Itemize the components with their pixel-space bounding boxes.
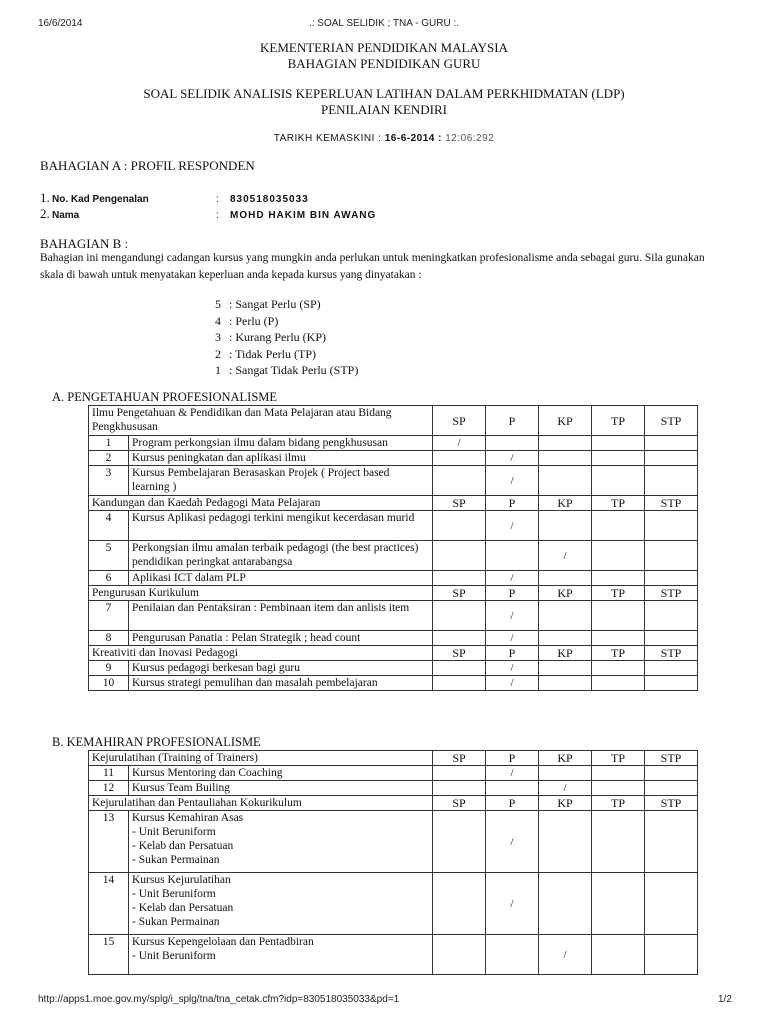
rating-cell-sp bbox=[433, 873, 486, 935]
rating-cell-tp bbox=[592, 631, 645, 646]
rating-cell-kp bbox=[539, 811, 592, 873]
item-sub: - Unit Beruniform bbox=[132, 826, 216, 838]
rating-cell-stp bbox=[645, 676, 698, 691]
group-name: Kejurulatihan (Training of Trainers) bbox=[89, 751, 433, 766]
rating-cell-stp bbox=[645, 511, 698, 541]
table-row bbox=[89, 571, 698, 586]
rating-cell-stp bbox=[645, 601, 698, 631]
print-page-number: 1/2 bbox=[718, 994, 732, 1005]
rating-cell-sp bbox=[433, 571, 486, 586]
item-number: 2 bbox=[89, 451, 129, 466]
rating-cell-stp bbox=[645, 766, 698, 781]
table-row bbox=[89, 601, 698, 631]
item-title: Program perkongsian ilmu dalam bidang pengkhususan bbox=[132, 437, 388, 449]
group-name: Ilmu Pengetahuan & Pendidikan dan Mata Pelajaran atau Bidang Pengkhususan bbox=[89, 406, 433, 436]
rating-cell-sp bbox=[433, 541, 486, 571]
table-row bbox=[89, 935, 698, 975]
column-header-stp: STP bbox=[645, 406, 698, 436]
rating-cell-tp bbox=[592, 601, 645, 631]
rating-cell-tp bbox=[592, 571, 645, 586]
rating-cell-p bbox=[486, 571, 539, 586]
item-text bbox=[129, 541, 433, 571]
column-header-kp: KP bbox=[539, 496, 592, 511]
item-number: 1 bbox=[89, 436, 129, 451]
group-header-row bbox=[89, 751, 698, 766]
column-header-kp: KP bbox=[539, 646, 592, 661]
rating-cell-p bbox=[486, 466, 539, 496]
scale-item bbox=[215, 313, 358, 330]
scale-label: : Tidak Perlu (TP) bbox=[229, 346, 317, 361]
column-header-kp: KP bbox=[539, 586, 592, 601]
rating-cell-kp bbox=[539, 451, 592, 466]
scale-label: : Sangat Tidak Perlu (STP) bbox=[229, 363, 359, 377]
table-row bbox=[89, 466, 698, 496]
scale-number: 3 bbox=[215, 330, 221, 344]
column-header-tp: TP bbox=[592, 406, 645, 436]
rating-cell-sp bbox=[433, 676, 486, 691]
item-text bbox=[129, 511, 433, 541]
scale-number: 5 bbox=[215, 297, 221, 311]
item-sub: - Sukan Permainan bbox=[132, 916, 220, 928]
scale-number: 1 bbox=[215, 363, 221, 377]
item-number: 11 bbox=[89, 766, 129, 781]
rating-mark: / bbox=[563, 782, 567, 794]
rating-cell-stp bbox=[645, 541, 698, 571]
scale-label: : Kurang Perlu (KP) bbox=[229, 330, 326, 344]
item-title: Kursus pedagogi berkesan bagi guru bbox=[132, 662, 300, 674]
column-header-stp: STP bbox=[645, 751, 698, 766]
column-header-sp: SP bbox=[433, 796, 486, 811]
item-title: Kursus Kemahiran Asas bbox=[132, 812, 244, 824]
section-b-title: BAHAGIAN B : bbox=[40, 236, 129, 251]
item-text bbox=[129, 873, 433, 935]
update-line bbox=[0, 133, 768, 144]
item-title: Kursus strategi pemulihan dan masalah pembelajaran bbox=[132, 677, 378, 689]
item-number: 4 bbox=[89, 511, 129, 541]
column-header-sp: SP bbox=[433, 586, 486, 601]
rating-cell-stp bbox=[645, 935, 698, 975]
profile-name bbox=[40, 206, 376, 222]
rating-cell-p bbox=[486, 766, 539, 781]
group-header-row bbox=[89, 406, 698, 436]
column-header-sp: SP bbox=[433, 646, 486, 661]
section-a-title: BAHAGIAN A : PROFIL RESPONDEN bbox=[40, 158, 255, 173]
scale-item bbox=[215, 296, 358, 313]
part-b-table bbox=[88, 750, 698, 975]
rating-cell-p bbox=[486, 451, 539, 466]
rating-cell-sp bbox=[433, 451, 486, 466]
item-text bbox=[129, 811, 433, 873]
item-number: 15 bbox=[89, 935, 129, 975]
rating-mark: / bbox=[510, 767, 514, 779]
rating-cell-sp bbox=[433, 781, 486, 796]
rating-cell-p bbox=[486, 811, 539, 873]
group-name: Kejurulatihan dan Pentauliahan Kokurikulum bbox=[89, 796, 433, 811]
profile-name-label: Nama bbox=[52, 210, 80, 221]
table-row bbox=[89, 676, 698, 691]
rating-cell-kp bbox=[539, 781, 592, 796]
rating-cell-p bbox=[486, 873, 539, 935]
item-text bbox=[129, 436, 433, 451]
item-number: 3 bbox=[89, 466, 129, 496]
scale-item bbox=[215, 362, 358, 379]
rating-mark: / bbox=[510, 677, 514, 689]
rating-cell-p bbox=[486, 631, 539, 646]
rating-cell-stp bbox=[645, 781, 698, 796]
rating-mark: / bbox=[510, 519, 514, 532]
print-page-title: .: SOAL SELIDIK ; TNA - GURU :. bbox=[308, 18, 460, 29]
rating-cell-kp bbox=[539, 935, 592, 975]
group-name: Kandungan dan Kaedah Pedagogi Mata Pelajaran bbox=[89, 496, 433, 511]
item-text bbox=[129, 935, 433, 975]
rating-cell-tp bbox=[592, 661, 645, 676]
item-title: Kursus Team Builing bbox=[132, 782, 231, 794]
rating-cell-sp bbox=[433, 631, 486, 646]
rating-cell-kp bbox=[539, 511, 592, 541]
rating-mark: / bbox=[510, 474, 514, 487]
rating-cell-p bbox=[486, 661, 539, 676]
rating-mark: / bbox=[510, 632, 514, 644]
rating-cell-tp bbox=[592, 541, 645, 571]
item-title: Kursus Pembelajaran Berasaskan Projek ( Project based learning ) bbox=[132, 467, 390, 493]
table-row bbox=[89, 436, 698, 451]
rating-cell-stp bbox=[645, 661, 698, 676]
item-sub: - Sukan Permainan bbox=[132, 854, 220, 866]
item-title: Kursus peningkatan dan aplikasi ilmu bbox=[132, 452, 306, 464]
rating-cell-p bbox=[486, 935, 539, 975]
column-header-tp: TP bbox=[592, 751, 645, 766]
column-header-kp: KP bbox=[539, 796, 592, 811]
section-b-intro: Bahagian ini mengandungi cadangan kursus yang mungkin anda perlukan untuk meningkatkan profesionalisme anda sebagai guru. Sila gunakan skala di bawah untuk menyatakan keperluan anda kepada kursus yang dinyatakan : bbox=[40, 252, 705, 281]
item-sub: - Unit Beruniform bbox=[132, 950, 216, 962]
profile-name-num: 2. bbox=[40, 206, 50, 221]
item-sub: - Kelab dan Persatuan bbox=[132, 902, 234, 914]
item-text bbox=[129, 571, 433, 586]
scale-number: 4 bbox=[215, 313, 221, 328]
column-header-sp: SP bbox=[433, 496, 486, 511]
part-a-table bbox=[88, 405, 698, 691]
rating-cell-stp bbox=[645, 436, 698, 451]
rating-cell-sp bbox=[433, 511, 486, 541]
rating-cell-p bbox=[486, 541, 539, 571]
item-sub: - Unit Beruniform bbox=[132, 888, 216, 900]
rating-cell-stp bbox=[645, 571, 698, 586]
item-title: Kursus Aplikasi pedagogi terkini mengikut kecerdasan murid bbox=[132, 512, 415, 524]
group-header-row bbox=[89, 496, 698, 511]
rating-cell-tp bbox=[592, 511, 645, 541]
rating-cell-p bbox=[486, 511, 539, 541]
scale-label: : Sangat Perlu (SP) bbox=[229, 297, 321, 311]
item-title: Kursus Mentoring dan Coaching bbox=[132, 767, 283, 779]
rating-cell-p bbox=[486, 601, 539, 631]
rating-cell-stp bbox=[645, 631, 698, 646]
print-url: http://apps1.moe.gov.my/splg/i_splg/tna/tna_cetak.cfm?idp=830518035033&pd=1 bbox=[38, 994, 400, 1005]
rating-cell-sp bbox=[433, 811, 486, 873]
rating-cell-tp bbox=[592, 436, 645, 451]
rating-mark: / bbox=[510, 609, 514, 622]
rating-cell-tp bbox=[592, 873, 645, 935]
item-number: 7 bbox=[89, 601, 129, 631]
table-row bbox=[89, 541, 698, 571]
rating-mark: / bbox=[510, 572, 514, 584]
item-number: 9 bbox=[89, 661, 129, 676]
survey-subtitle: PENILAIAN KENDIRI bbox=[320, 102, 447, 117]
profile-ic bbox=[40, 190, 309, 206]
column-header-tp: TP bbox=[592, 646, 645, 661]
print-date: 16/6/2014 bbox=[38, 18, 83, 29]
item-number: 10 bbox=[89, 676, 129, 691]
rating-mark: / bbox=[510, 897, 514, 910]
rating-cell-kp bbox=[539, 541, 592, 571]
group-name: Kreativiti dan Inovasi Pedagogi bbox=[89, 646, 433, 661]
item-number: 13 bbox=[89, 811, 129, 873]
table-row bbox=[89, 811, 698, 873]
item-number: 8 bbox=[89, 631, 129, 646]
profile-ic-label: No. Kad Pengenalan bbox=[52, 194, 149, 205]
rating-scale bbox=[215, 296, 358, 379]
profile-name-value: MOHD HAKIM BIN AWANG bbox=[230, 210, 377, 221]
column-header-p: P bbox=[486, 406, 539, 436]
item-title: Kursus Kejurulatihan bbox=[132, 874, 231, 886]
column-header-stp: STP bbox=[645, 796, 698, 811]
item-title: Pengurusan Panatia : Pelan Strategik ; head count bbox=[132, 632, 361, 644]
rating-mark: / bbox=[563, 549, 567, 562]
rating-cell-kp bbox=[539, 436, 592, 451]
rating-cell-stp bbox=[645, 466, 698, 496]
rating-cell-tp bbox=[592, 811, 645, 873]
part-b-title: B. KEMAHIRAN PROFESIONALISME bbox=[52, 735, 261, 749]
rating-mark: / bbox=[457, 437, 461, 449]
ministry-name: KEMENTERIAN PENDIDIKAN MALAYSIA bbox=[260, 40, 508, 55]
rating-cell-tp bbox=[592, 781, 645, 796]
rating-cell-stp bbox=[645, 451, 698, 466]
rating-cell-p bbox=[486, 676, 539, 691]
table-row bbox=[89, 631, 698, 646]
rating-mark: / bbox=[510, 835, 514, 848]
scale-item bbox=[215, 329, 358, 346]
column-header-p: P bbox=[486, 751, 539, 766]
column-header-tp: TP bbox=[592, 796, 645, 811]
item-text bbox=[129, 451, 433, 466]
table-row bbox=[89, 661, 698, 676]
item-number: 12 bbox=[89, 781, 129, 796]
part-a-title: A. PENGETAHUAN PROFESIONALISME bbox=[52, 390, 278, 404]
item-number: 5 bbox=[89, 541, 129, 571]
item-title: Kursus Kepengelolaan dan Pentadbiran bbox=[132, 936, 314, 948]
rating-cell-sp bbox=[433, 935, 486, 975]
rating-cell-tp bbox=[592, 935, 645, 975]
rating-cell-tp bbox=[592, 466, 645, 496]
rating-cell-sp bbox=[433, 766, 486, 781]
item-title: Aplikasi ICT dalam PLP bbox=[132, 572, 246, 584]
rating-cell-kp bbox=[539, 661, 592, 676]
profile-ic-colon: : bbox=[216, 194, 219, 205]
profile-ic-value: 830518035033 bbox=[230, 194, 309, 205]
rating-mark: / bbox=[510, 452, 514, 464]
column-header-p: P bbox=[486, 496, 539, 511]
rating-cell-stp bbox=[645, 811, 698, 873]
table-row bbox=[89, 873, 698, 935]
table-row bbox=[89, 511, 698, 541]
item-text bbox=[129, 466, 433, 496]
group-header-row bbox=[89, 586, 698, 601]
rating-cell-kp bbox=[539, 466, 592, 496]
survey-title: SOAL SELIDIK ANALISIS KEPERLUAN LATIHAN DALAM PERKHIDMATAN (LDP) bbox=[143, 86, 625, 101]
rating-cell-tp bbox=[592, 451, 645, 466]
update-label: TARIKH KEMASKINI : bbox=[273, 133, 382, 144]
item-title: Perkongsian ilmu amalan terbaik pedagogi (the best practices) pendidikan peringkat antarabangsa bbox=[132, 542, 419, 568]
rating-cell-p bbox=[486, 781, 539, 796]
table-row bbox=[89, 766, 698, 781]
column-header-sp: SP bbox=[433, 406, 486, 436]
survey-heading bbox=[0, 86, 768, 118]
item-text bbox=[129, 601, 433, 631]
rating-cell-kp bbox=[539, 571, 592, 586]
column-header-tp: TP bbox=[592, 496, 645, 511]
column-header-stp: STP bbox=[645, 646, 698, 661]
column-header-kp: KP bbox=[539, 751, 592, 766]
rating-cell-sp bbox=[433, 436, 486, 451]
rating-cell-kp bbox=[539, 766, 592, 781]
column-header-tp: TP bbox=[592, 586, 645, 601]
rating-cell-sp bbox=[433, 466, 486, 496]
rating-cell-stp bbox=[645, 873, 698, 935]
rating-cell-sp bbox=[433, 661, 486, 676]
item-title: Penilaian dan Pentaksiran : Pembinaan item dan anlisis item bbox=[132, 602, 410, 614]
profile-name-colon: : bbox=[216, 210, 219, 221]
item-text bbox=[129, 676, 433, 691]
rating-mark: / bbox=[510, 662, 514, 674]
update-sep: : bbox=[438, 133, 442, 144]
ministry-heading bbox=[0, 40, 768, 72]
rating-cell-p bbox=[486, 436, 539, 451]
column-header-p: P bbox=[486, 646, 539, 661]
item-text bbox=[129, 661, 433, 676]
group-header-row bbox=[89, 796, 698, 811]
column-header-p: P bbox=[486, 586, 539, 601]
rating-cell-kp bbox=[539, 631, 592, 646]
scale-label: : Perlu (P) bbox=[229, 313, 279, 328]
rating-cell-kp bbox=[539, 676, 592, 691]
profile-ic-num: 1. bbox=[40, 190, 50, 205]
table-row bbox=[89, 781, 698, 796]
item-text bbox=[129, 781, 433, 796]
column-header-stp: STP bbox=[645, 586, 698, 601]
item-text bbox=[129, 631, 433, 646]
scale-number: 2 bbox=[215, 346, 221, 361]
rating-cell-sp bbox=[433, 601, 486, 631]
division-name: BAHAGIAN PENDIDIKAN GURU bbox=[287, 56, 481, 71]
item-number: 14 bbox=[89, 873, 129, 935]
rating-mark: / bbox=[563, 948, 567, 961]
update-time: 12:06:292 bbox=[445, 133, 495, 144]
column-header-kp: KP bbox=[539, 406, 592, 436]
column-header-stp: STP bbox=[645, 496, 698, 511]
rating-cell-kp bbox=[539, 601, 592, 631]
column-header-sp: SP bbox=[433, 751, 486, 766]
rating-cell-tp bbox=[592, 676, 645, 691]
item-sub: - Kelab dan Persatuan bbox=[132, 840, 234, 852]
column-header-p: P bbox=[486, 796, 539, 811]
group-header-row bbox=[89, 646, 698, 661]
rating-cell-kp bbox=[539, 873, 592, 935]
scale-item bbox=[215, 346, 358, 363]
group-name: Pengurusan Kurikulum bbox=[89, 586, 433, 601]
update-date: 16-6-2014 bbox=[384, 133, 435, 144]
item-number: 6 bbox=[89, 571, 129, 586]
table-row bbox=[89, 451, 698, 466]
item-text bbox=[129, 766, 433, 781]
rating-cell-tp bbox=[592, 766, 645, 781]
